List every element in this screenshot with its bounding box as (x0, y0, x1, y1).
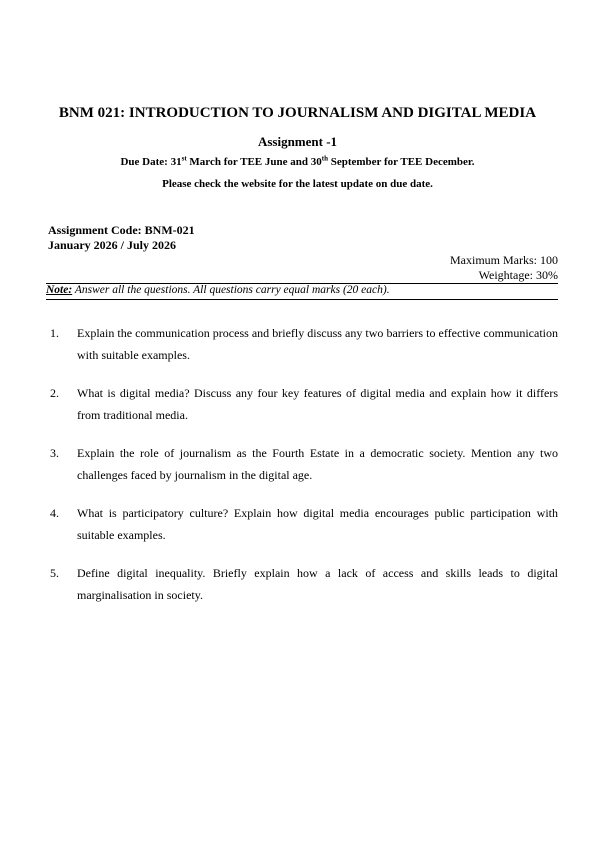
due-date-prefix: Due Date: 31 (120, 156, 182, 168)
question-text: What is digital media? Discuss any four key features of digital media and explain how it differs from traditional media. (77, 386, 558, 422)
question-item (48, 322, 558, 366)
assignment-subtitle: Assignment -1 (257, 134, 338, 149)
website-check-notice: Please check the website for the latest update on due date. (162, 178, 433, 190)
question-number: 1. (50, 326, 59, 340)
question-text: Explain the communication process and briefly discuss any two barriers to effective communication with suitable examples. (77, 326, 558, 362)
due-date-middle: March for TEE June and 30 (186, 156, 322, 168)
note-bottom-divider (46, 299, 558, 300)
due-date-line (0, 156, 595, 168)
due-date-sup-th: th (321, 154, 328, 163)
question-number: 5. (50, 566, 59, 580)
question-item (48, 502, 558, 546)
question-item (48, 442, 558, 486)
question-item (48, 562, 558, 606)
maximum-marks: Maximum Marks: 100 (450, 253, 558, 267)
question-number: 3. (50, 446, 59, 460)
question-item (48, 382, 558, 426)
document-title: BNM 021: INTRODUCTION TO JOURNALISM AND DIGITAL MEDIA (58, 105, 537, 121)
question-number: 4. (50, 506, 59, 520)
assignment-code: Assignment Code: BNM-021 (48, 223, 195, 237)
note-label: Note: (46, 284, 73, 296)
question-list (48, 322, 558, 622)
question-text: What is participatory culture? Explain how digital media encourages public participation with suitable examples. (77, 506, 558, 542)
note-text: Answer all the questions. All questions carry equal marks (20 each). (72, 284, 390, 296)
question-text: Explain the role of journalism as the Fourth Estate in a democratic society. Mention any two challenges faced by journalism in the digital age. (77, 446, 558, 482)
due-date-suffix: September for TEE December. (327, 156, 475, 168)
session-label: January 2026 / July 2026 (48, 238, 177, 252)
question-text: Define digital inequality. Briefly explain how a lack of access and skills leads to digital marginalisation in society. (77, 566, 558, 602)
weightage: Weightage: 30% (478, 268, 558, 282)
note-line (46, 284, 390, 296)
question-number: 2. (50, 386, 59, 400)
due-date-sup-st: st (181, 154, 187, 163)
